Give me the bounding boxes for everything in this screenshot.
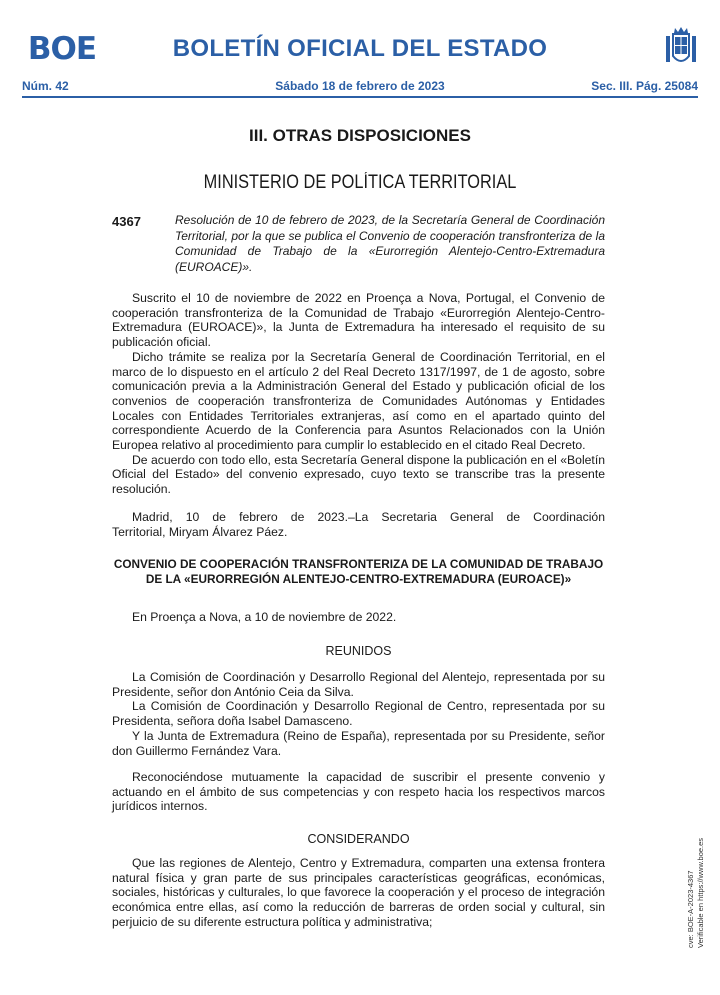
issue-meta-bar [22,77,698,95]
reunidos-list [112,670,605,758]
coat-of-arms-icon [664,26,698,70]
signature-line: Territorial, Miryam Álvarez Páez. [112,524,288,539]
paragraph: De acuerdo con todo ello, esta Secretaría General dispone la publicación en el «Boletín Oficial del Estado» del convenio expresado, cuyo texto se transcribe tras la presente resolución. [112,452,605,497]
place-date-block [112,610,605,625]
place-date: En Proença a Nova, a 10 de noviembre de 2022. [132,610,397,624]
gazette-title: BOLETÍN OFICIAL DEL ESTADO [172,35,548,62]
cve-code: cve: BOE-A-2023-4367 [686,870,695,948]
paragraph: Suscrito el 10 de noviembre de 2022 en Proença a Nova, Portugal, el Convenio de cooperación transfronteriza de la Comunidad de Trabajo «Eurorregión Alentejo-Centro-Extremadura (EUROACE)», la Junta de Extremadura ha interesado el requisito de su publicación oficial. [112,291,605,350]
document-number: 4367 [112,214,141,229]
resolution-body [112,291,605,497]
reunidos-heading: REUNIDOS [325,644,392,658]
party-paragraph: La Comisión de Coordinación y Desarrollo Regional de Centro, representada por su Presidenta, señora doña Isabel Damasceno. [112,699,605,729]
considerando-heading: CONSIDERANDO [307,832,410,846]
issue-date: Sábado 18 de febrero de 2023 [275,79,445,93]
ministry-title: MINISTERIO DE POLÍTICA TERRITORIAL [203,172,517,193]
considerando-list [112,856,605,930]
considerando-paragraph: Que las regiones de Alentejo, Centro y Extremadura, comparten una extensa frontera natural física y gran parte de sus principales características geográficas, económicas, sociales, históricas y culturales, lo que favorece la cooperación y el proceso de integración económica entre ellas, así como la reducción de barreras de orden social y cultural, sin perjuicio de su diferente estructura política y administrativa; [112,856,605,929]
paragraph: Dicho trámite se realiza por la Secretaría General de Coordinación Territorial, en el marco de lo dispuesto en el artículo 2 del Real Decreto 1317/1997, de 1 de agosto, sobre comunicación previa a la Administración General del Estado y publicación oficial de los convenios de cooperación transfronteriza de Comunidades Autónomas y Entidades Locales con Entidades Territoriales extranjeras, así como en el apartado quinto del correspondiente Acuerdo de la Conferencia para Asuntos Relacionados con la Unión Europea relativo al procedimiento para cumplir lo establecido en el citado Real Decreto. [112,349,605,453]
signature-block [112,510,605,539]
convenio-title: CONVENIO DE COOPERACIÓN TRANSFRONTERIZA DE LA COMUNIDAD DE TRABAJO DE LA «EURORREGIÓN ALENTEJO-CENTRO-EXTREMADURA (EUROACE)» [113,557,604,586]
document-summary: Resolución de 10 de febrero de 2023, de la Secretaría General de Coordinación Territorial, por la que se publica el Convenio de cooperación transfronteriza de la Comunidad de Trabajo de la «Eurorregión Alentejo-Centro-Extremadura (EUROACE)». [175,213,605,274]
signature-line: Madrid, 10 de febrero de 2023.–La Secretaria General de Coordinación [132,510,605,524]
recognition-block [112,770,605,814]
recognition-paragraph: Reconociéndose mutuamente la capacidad de suscribir el presente convenio y actuando en el ámbito de sus competencias y con respeto hacia los respectivos marcos jurídicos internos. [112,770,605,814]
party-paragraph: La Comisión de Coordinación y Desarrollo Regional del Alentejo, representada por su Presidente, señor don António Ceia da Silva. [112,670,605,699]
section-page: Sec. III. Pág. 25084 [591,79,698,93]
section-title: III. OTRAS DISPOSICIONES [249,126,471,145]
verification-url[interactable]: Verificable en https://www.boe.es [696,837,705,948]
party-paragraph: Y la Junta de Extremadura (Reino de España), representada por su Presidente, señor don Guillermo Fernández Vara. [112,728,605,758]
signature-paragraph [112,510,605,525]
boe-header [22,26,698,72]
issue-number: Núm. 42 [22,79,69,93]
boe-logo-text: BOE [27,31,97,64]
verification-code [686,838,706,948]
header-rule [22,96,698,98]
